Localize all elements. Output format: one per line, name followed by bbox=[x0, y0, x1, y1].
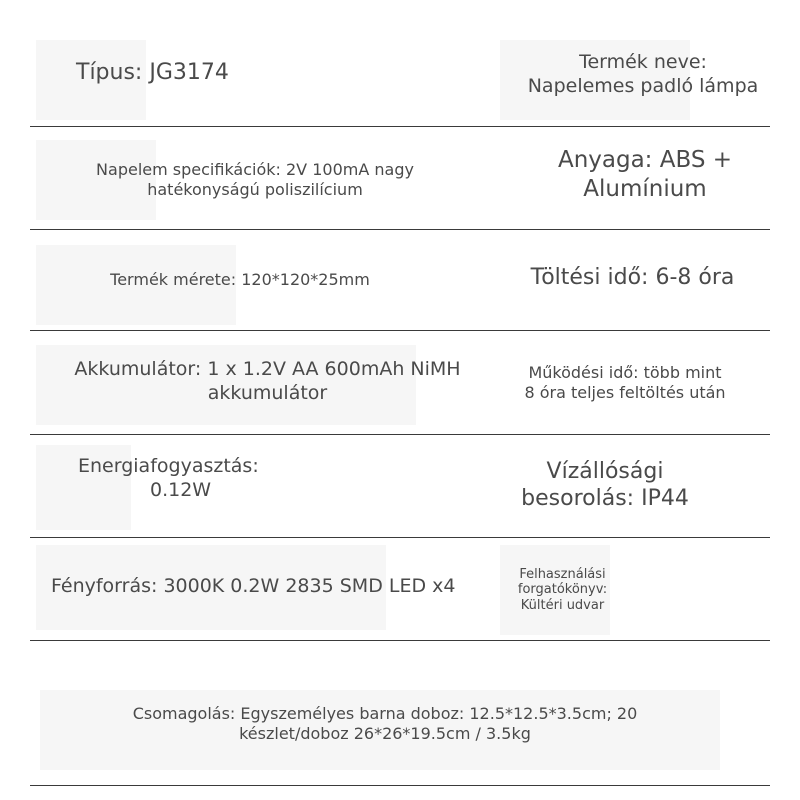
working-time-line: Működési idő: több mint bbox=[528, 363, 722, 382]
charge-time-text: Töltési idő: 6-8 óra bbox=[530, 265, 735, 291]
divider-line bbox=[30, 785, 770, 786]
type-spec bbox=[76, 50, 376, 96]
type-text: Típus: JG3174 bbox=[76, 60, 229, 86]
battery-line: Akkumulátor: 1 x 1.2V AA 600mAh NiMH bbox=[74, 358, 461, 381]
waterproof-line: besorolás: IP44 bbox=[521, 486, 689, 511]
usage-line: Kültéri udvar bbox=[520, 597, 605, 613]
battery-line: akkumulátor bbox=[207, 382, 328, 404]
usage-scenario-spec bbox=[505, 560, 620, 620]
power-consumption-spec bbox=[78, 455, 338, 519]
product-name-spec bbox=[510, 45, 776, 105]
usage-line: Felhasználási bbox=[519, 566, 606, 582]
material-line: Alumínium bbox=[583, 176, 707, 202]
divider-line bbox=[30, 434, 770, 435]
divider-line bbox=[30, 126, 770, 127]
battery-spec bbox=[40, 350, 495, 414]
solar-panel-spec bbox=[60, 150, 450, 210]
power-line: Energiafogyasztás: bbox=[78, 455, 259, 477]
packaging-spec bbox=[60, 698, 710, 750]
waterproof-spec bbox=[505, 450, 705, 520]
waterproof-line: Vízállósági bbox=[546, 458, 664, 484]
size-text: Termék mérete: 120*120*25mm bbox=[110, 270, 370, 289]
power-line: 0.12W bbox=[150, 478, 212, 501]
working-time-line: 8 óra teljes feltöltés után bbox=[524, 383, 726, 402]
material-line: Anyaga: ABS + bbox=[557, 147, 733, 174]
working-time-spec bbox=[505, 356, 745, 410]
light-source-spec bbox=[51, 566, 501, 608]
divider-line bbox=[30, 537, 770, 538]
light-source-text: Fényforrás: 3000K 0.2W 2835 SMD LED x4 bbox=[51, 575, 456, 598]
divider-line bbox=[30, 330, 770, 331]
solar-spec-line: hatékonyságú poliszilícium bbox=[147, 180, 363, 199]
divider-line bbox=[30, 640, 770, 641]
usage-line: forgatókönyv: bbox=[517, 582, 608, 598]
product-size-spec bbox=[90, 260, 390, 300]
divider-line bbox=[30, 229, 770, 230]
product-name-value: Napelemes padló lámpa bbox=[527, 75, 759, 97]
material-spec bbox=[530, 140, 760, 210]
packaging-line: készlet/doboz 26*26*19.5cm / 3.5kg bbox=[239, 724, 531, 743]
packaging-line: Csomagolás: Egyszemélyes barna doboz: 12.5*12.5*3.5cm; 20 bbox=[132, 704, 638, 723]
product-name-label: Termék neve: bbox=[579, 51, 707, 74]
solar-spec-line: Napelem specifikációk: 2V 100mA nagy bbox=[96, 160, 414, 179]
charge-time-spec bbox=[505, 258, 760, 298]
